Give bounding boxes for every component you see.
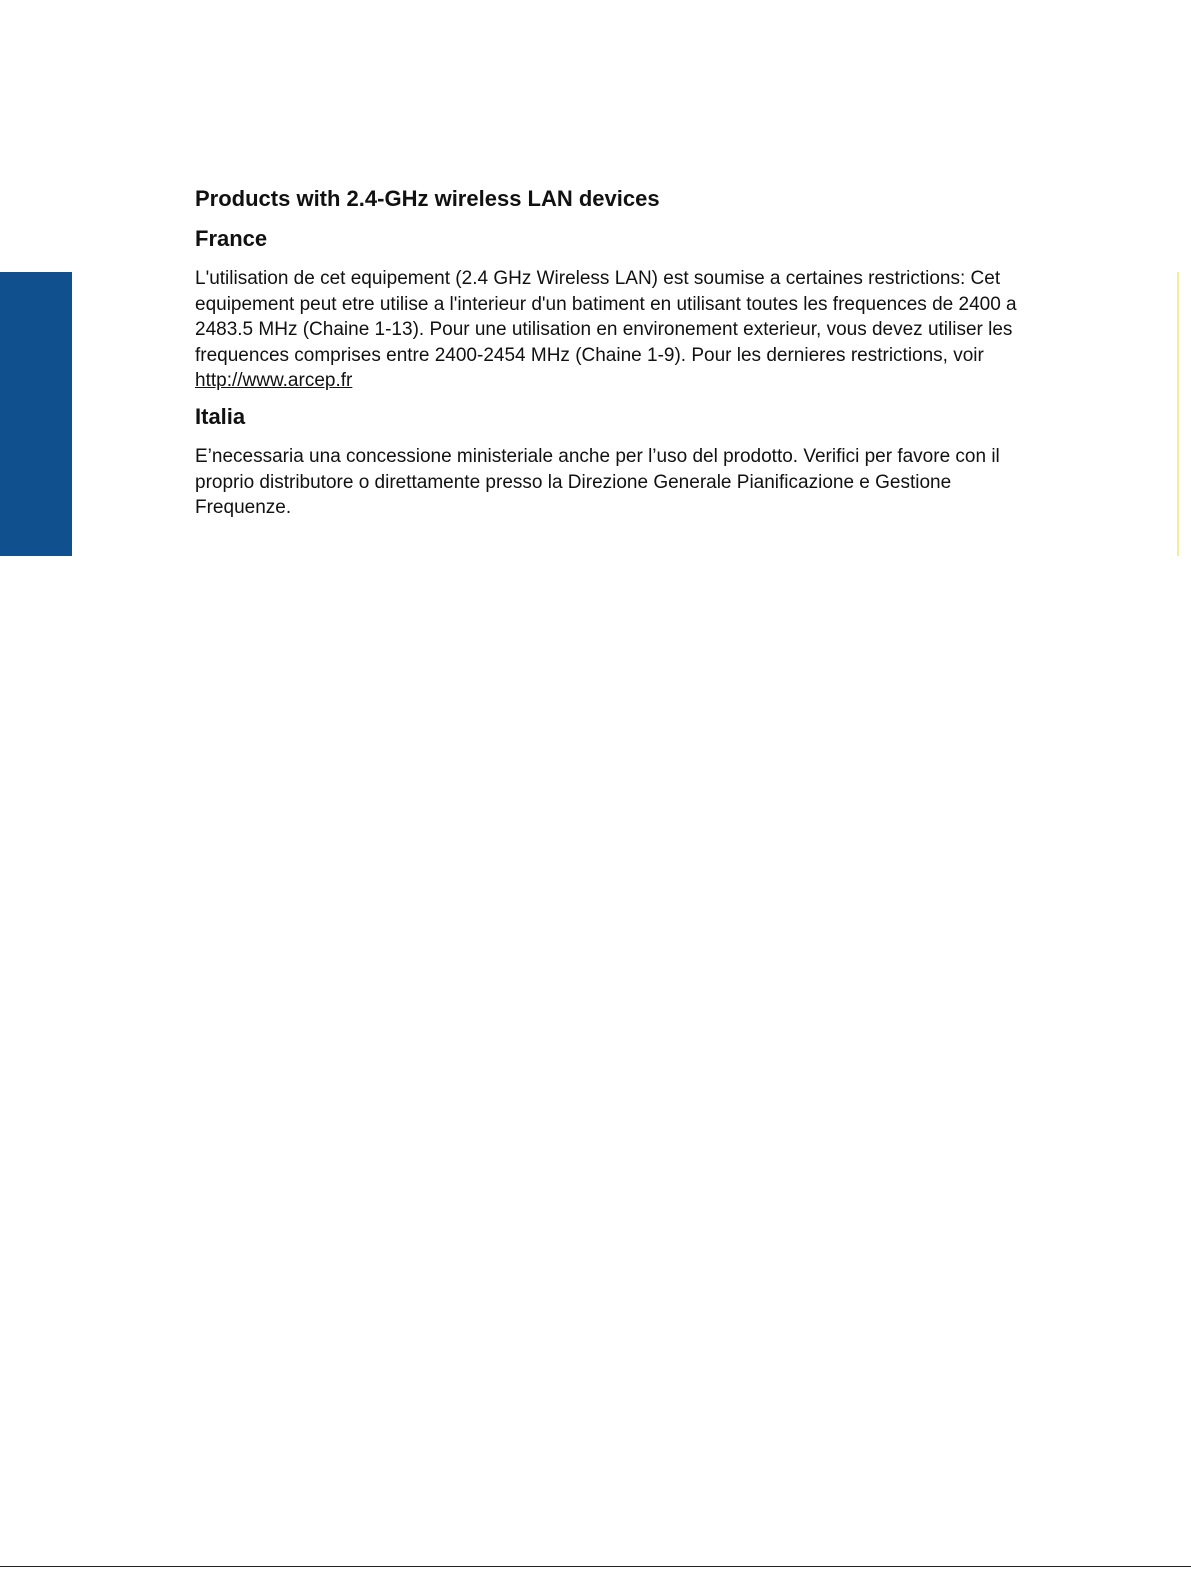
page-edge-mark (1177, 272, 1179, 556)
paragraph-italia: E’necessaria una concessione ministeriale anche per l’uso del prodotto. Verifici per favore con il proprio distributore o direttamente presso la Direzione Generale Pianificazione e Gestione Frequenze. (195, 445, 1000, 519)
paragraph-france (195, 266, 1035, 394)
heading-france: France (195, 226, 268, 251)
paragraph-france-text: L'utilisation de cet equipement (2.4 GHz Wireless LAN) est soumise a certaines restrictions: Cet equipement peut etre utilise a l'interieur d'un batiment en utilisant toutes les frequences de 2400 a 2483.5 MHz (Chaine 1-13). Pour une utilisation en environement exterieur, vous devez utiliser les frequences comprises entre 2400-2454 MHz (Chaine 1-9). Pour les dernieres restrictions, voir (195, 268, 1017, 366)
heading-italia: Italia (195, 403, 246, 429)
section-title: Products with 2.4-GHz wireless LAN devices (195, 186, 660, 211)
arcep-link[interactable]: http://www.arcep.fr (195, 370, 353, 392)
page-bottom-rule (0, 1566, 1191, 1567)
document-content (195, 184, 1035, 529)
chapter-side-tab (0, 272, 72, 556)
